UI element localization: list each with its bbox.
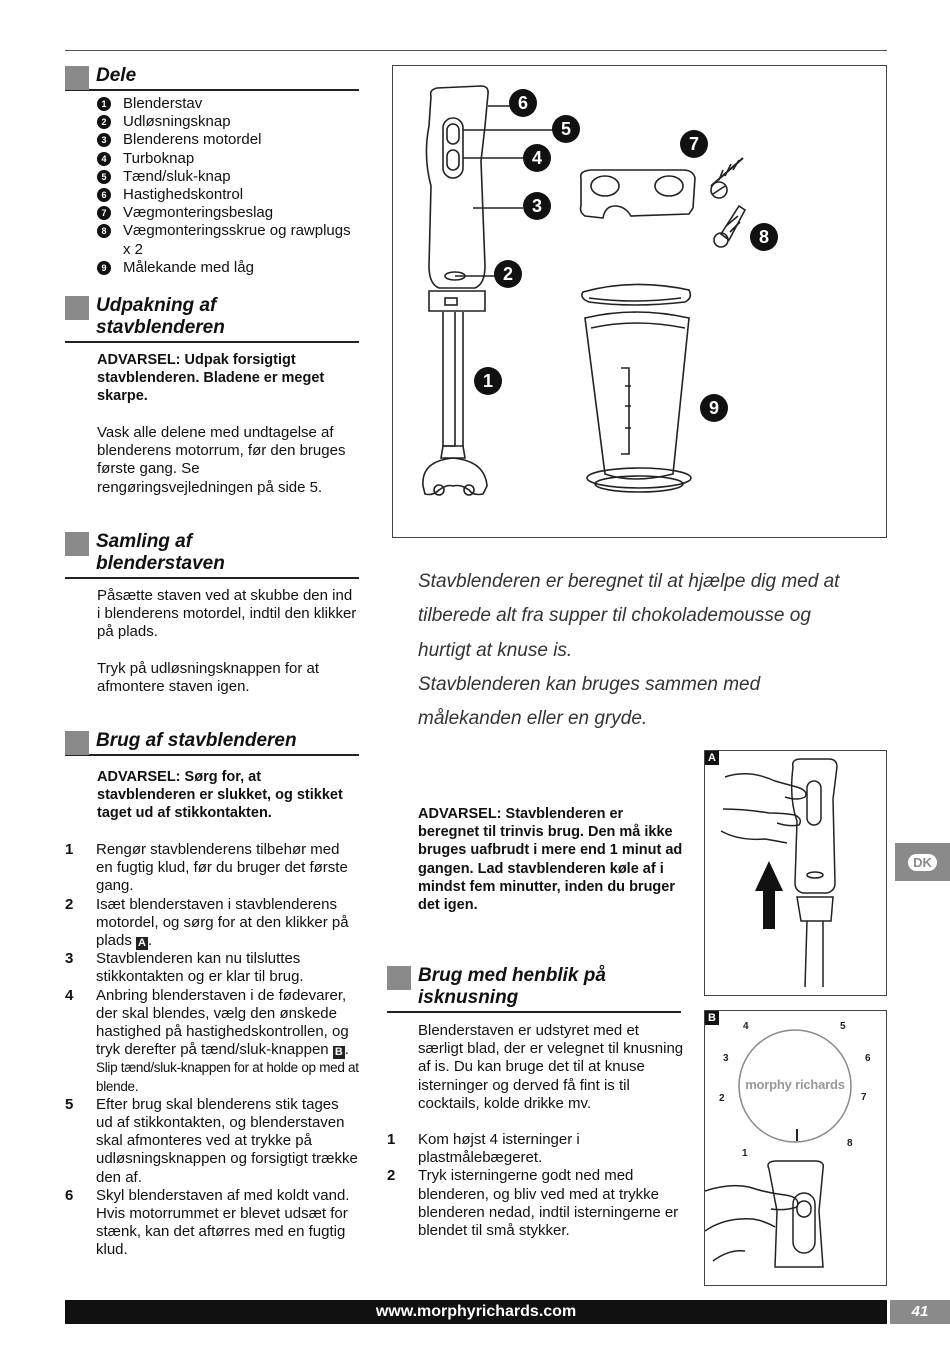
part-number: 2 (97, 115, 111, 129)
unpack-warning: ADVARSEL: Udpak forsigtigt stavblenderen. Bladene er meget skarpe. (97, 352, 325, 405)
motor-body-outline (426, 86, 488, 288)
step-number: 1 (387, 1131, 396, 1148)
section-heading-dele (65, 65, 359, 91)
intro-line: Stavblenderen kan bruges sammen med (418, 673, 761, 695)
intro-line: Stavblenderen er beregnet til at hjælpe dig med at (418, 571, 840, 592)
heading-square (65, 532, 89, 556)
parts-list-item (97, 222, 359, 258)
dial-number: 1 (742, 1148, 748, 1159)
figure-reference: B (333, 1046, 345, 1059)
ice-steps (387, 1131, 687, 1240)
step-text: Kom højst 4 isterninger i plastmålebægeret. (418, 1131, 580, 1167)
step-item (387, 1167, 687, 1240)
part-label: Blenderens motordel (123, 131, 262, 149)
figure-a-drawing (705, 751, 886, 995)
dial-number: 3 (723, 1053, 729, 1064)
dial-number: 2 (719, 1093, 725, 1104)
heading-line: blenderstaven (96, 553, 225, 574)
unpack-body: Vask alle delene med undtagelse af blenderens motorrum, før den bruges første gang. Se rengøringsvejledningen på side 5. (97, 424, 346, 496)
figure-b-label: B (705, 1011, 719, 1025)
part-number: 5 (97, 170, 111, 184)
step-punctuation: . (344, 1041, 349, 1059)
heading-square (65, 731, 89, 755)
dial-number: 4 (743, 1021, 749, 1032)
parts-list-item (97, 113, 359, 131)
heading-square (387, 966, 411, 990)
footer-url[interactable]: www.morphyrichards.com (65, 1300, 887, 1324)
heading-text (96, 531, 225, 575)
callout-badge: 5 (552, 115, 580, 143)
intro-line: tilberede alt fra supper til chokolademousse og (418, 605, 811, 627)
step-body (96, 1096, 359, 1187)
dial-number: 5 (840, 1021, 846, 1032)
step-item (65, 1096, 359, 1187)
intro-text (418, 565, 888, 736)
dial-number: 8 (847, 1138, 853, 1149)
step-text: Tryk isterningerne godt ned med blenderen, og bliv ved med at trykke blenderen nedad, indtil isterningerne er blendet til små stykker. (418, 1167, 679, 1240)
figure-b (704, 1010, 887, 1286)
callout-badge: 7 (680, 130, 708, 158)
part-number: 4 (97, 152, 111, 166)
figure-reference: A (136, 937, 148, 950)
parts-list-item (97, 204, 359, 222)
part-label: Udløsningsknap (123, 113, 231, 131)
figure-a (704, 750, 887, 996)
heading-line: Samling af (96, 531, 193, 552)
use-warning: ADVARSEL: Sørg for, at stavblenderen er slukket, og stikket taget ud af stikkontakten. (97, 769, 343, 822)
step-body (418, 1167, 687, 1240)
intro-line: hurtigt at knuse is. (418, 639, 573, 661)
part-label: Blenderstav (123, 95, 203, 112)
step-number: 5 (65, 1095, 74, 1113)
callout-badge: 1 (474, 367, 502, 395)
parts-list-item (97, 150, 359, 168)
step-note: Slip tænd/sluk-knappen for at holde op med at blende. (96, 1060, 359, 1094)
parts-drawing (393, 66, 886, 537)
section-heading-isknusning (387, 965, 681, 1013)
part-label: Turboknap (123, 149, 195, 167)
part-number: 6 (97, 188, 111, 202)
figure-b-drawing (705, 1011, 886, 1285)
parts-list-item (97, 95, 359, 113)
heading-square (65, 296, 89, 320)
callout-badge: 4 (523, 144, 551, 172)
section-heading-udpakning (65, 295, 359, 343)
step-text: Stavblenderen kan nu tilsluttes stikkontakten og er klar til brug. (96, 950, 304, 986)
section-heading-brug (65, 730, 359, 756)
heading-line: Udpakning af (96, 295, 217, 316)
step-text: Isæt blenderstaven i stavblenderens motordel, og sørg for at den klikker på plads (96, 895, 349, 950)
heading-square (65, 66, 89, 90)
usage-steps (65, 841, 359, 1260)
step-item (387, 1131, 687, 1167)
callout-badge: 3 (523, 192, 551, 220)
heading-text (418, 965, 606, 1009)
heading-text: Dele (96, 65, 137, 86)
ice-body: Blenderstaven er udstyret med et særligt blad, der er velegnet til knusning af is. Du kan bruge det til at knuse isterninger og derved få fint is til cocktails, kolde drikke mv. (418, 1022, 684, 1112)
step-number: 6 (65, 1186, 74, 1204)
parts-list-item (97, 259, 359, 277)
step-body (96, 950, 359, 986)
dial-number: 7 (861, 1092, 867, 1103)
step-text: Efter brug skal blenderens stik tages ud af stikkontakten, og blenderstaven skal afmonteres ved at trykke på udløsningsknappen og forsigtigt trække den af. (96, 1095, 358, 1186)
part-label: Tænd/sluk-knap (123, 167, 231, 185)
step-item (65, 1187, 359, 1260)
control-panel (443, 118, 463, 178)
part-label: Hastighedskontrol (123, 186, 244, 204)
step-item (65, 841, 359, 896)
assembly-p1: Påsætte staven ved at skubbe den ind i blenderens motordel, indtil den klikker på plads. (97, 587, 357, 641)
parts-illustration (392, 65, 887, 538)
step-body (96, 987, 359, 1096)
top-rule (65, 50, 887, 51)
heading-text: Brug af stavblenderen (96, 730, 297, 751)
step-item (65, 896, 359, 951)
parts-list (97, 95, 359, 277)
assembly-p2: Tryk på udløsningsknappen for at afmontere staven igen. (97, 660, 320, 696)
step-body (96, 896, 359, 951)
step-number: 3 (65, 950, 74, 968)
language-tab (895, 843, 950, 881)
callout-badge: 8 (750, 223, 778, 251)
part-label: Vægmonteringsskrue og rawplugs x 2 (123, 222, 351, 258)
heading-text (96, 295, 225, 339)
step-body (418, 1131, 687, 1167)
intro-line: målekanden eller en gryde. (418, 708, 648, 730)
page-number: 41 (890, 1300, 950, 1324)
usage-duration-warning: ADVARSEL: Stavblenderen er beregnet til trinvis brug. Den må ikke bruges uafbrudt i mere end 1 minut ad gangen. Lad stavblenderen køle af i mindst fem minutter, inden du bruger det igen. (418, 806, 683, 914)
language-tab-label: DK (908, 854, 937, 871)
figure-a-label: A (705, 751, 719, 765)
step-number: 1 (65, 841, 74, 858)
step-number: 2 (65, 895, 74, 913)
step-text: Skyl blenderstaven af med koldt vand. Hvis motorrummet er blevet udsæt for stænk, kan det aftørres med en fugtig klud. (96, 1186, 350, 1259)
step-text: Anbring blenderstaven i de fødevarer, der skal blendes, vælg den ønskede hastighed på hastighedskontrollen, og tryk derefter på tænd/sluk-knappen (96, 986, 349, 1059)
brand-logo: morphy richards (745, 1077, 845, 1092)
part-label: Målekande med låg (123, 258, 254, 276)
callout-badge: 2 (494, 260, 522, 288)
parts-list-item (97, 131, 359, 149)
dial-number: 6 (865, 1053, 871, 1064)
step-punctuation: . (148, 932, 153, 950)
part-number: 7 (97, 206, 111, 220)
callout-badge: 6 (509, 89, 537, 117)
part-number: 9 (97, 261, 111, 275)
heading-line: Brug med henblik på (418, 965, 606, 986)
step-item (65, 950, 359, 986)
step-body (96, 841, 359, 896)
part-number: 8 (97, 224, 111, 238)
step-body (96, 1187, 359, 1260)
callout-badge: 9 (700, 394, 728, 422)
step-text: Rengør stavblenderens tilbehør med en fugtig klud, før du bruger det første gang. (96, 841, 348, 895)
parts-list-item (97, 168, 359, 186)
part-number: 3 (97, 133, 111, 147)
step-item (65, 987, 359, 1096)
parts-list-item (97, 186, 359, 204)
heading-line: isknusning (418, 987, 519, 1008)
heading-line: stavblenderen (96, 317, 225, 338)
step-number: 4 (65, 986, 74, 1004)
part-number: 1 (97, 97, 111, 111)
step-number: 2 (387, 1167, 396, 1185)
part-label: Vægmonteringsbeslag (123, 204, 274, 222)
section-heading-samling (65, 531, 359, 579)
